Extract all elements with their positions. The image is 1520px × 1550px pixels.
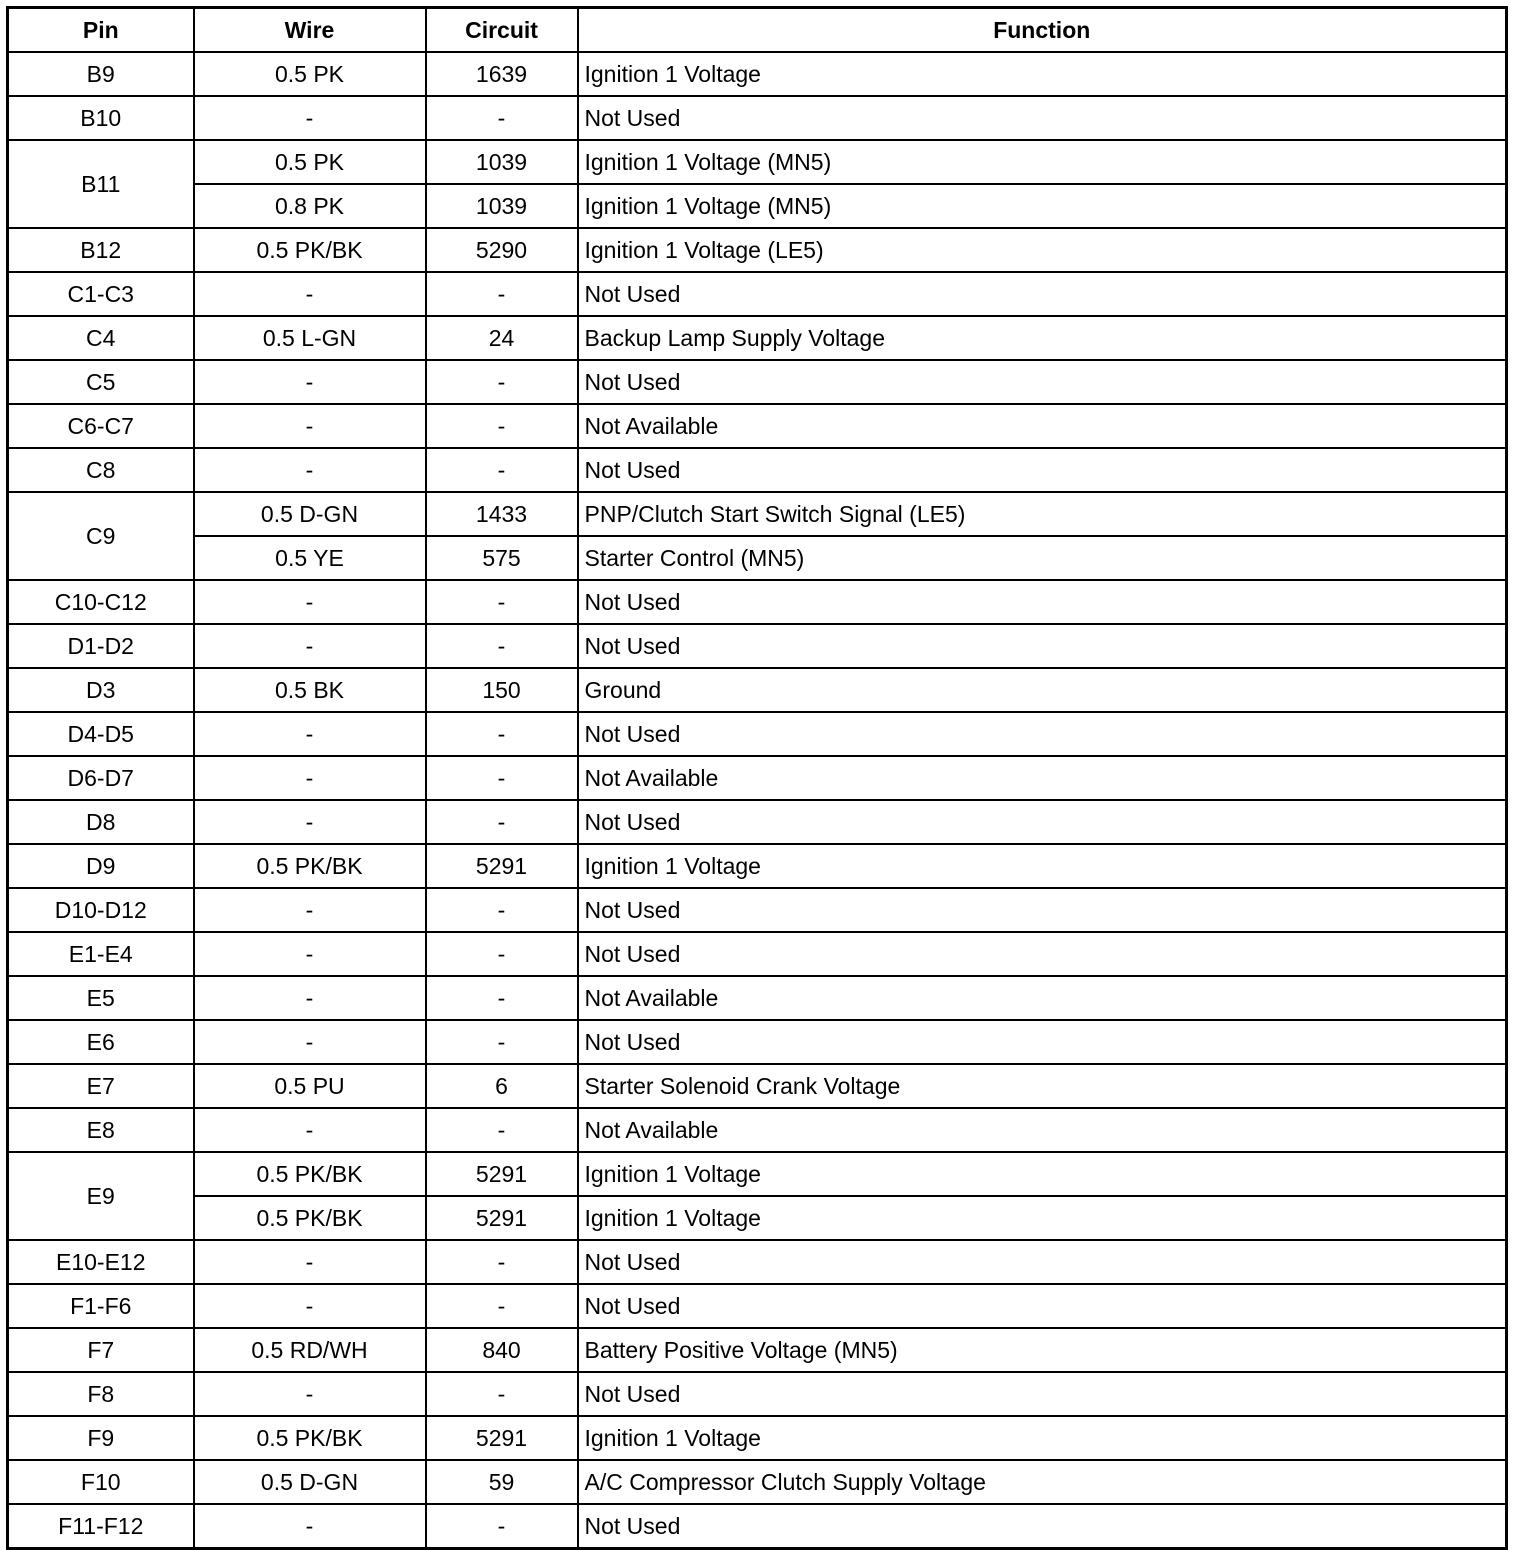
circuit-cell: - (426, 1284, 578, 1328)
header-wire: Wire (194, 8, 426, 53)
function-cell: Not Used (578, 580, 1507, 624)
pin-cell: D3 (8, 668, 194, 712)
wire-cell: 0.8 PK (194, 184, 426, 228)
pin-cell: D6-D7 (8, 756, 194, 800)
table-row (8, 888, 1507, 932)
pin-cell: C5 (8, 360, 194, 404)
circuit-cell: - (426, 1372, 578, 1416)
header-pin: Pin (8, 8, 194, 53)
function-cell: Ignition 1 Voltage (578, 1196, 1507, 1240)
wire-cell: - (194, 800, 426, 844)
table-row (8, 976, 1507, 1020)
table-row (8, 536, 1507, 580)
pin-cell: C9 (8, 492, 194, 580)
table-row (8, 624, 1507, 668)
circuit-cell: - (426, 800, 578, 844)
table-row (8, 932, 1507, 976)
circuit-cell: - (426, 1108, 578, 1152)
table-row (8, 580, 1507, 624)
circuit-cell: - (426, 888, 578, 932)
function-cell: Not Used (578, 1372, 1507, 1416)
circuit-cell: - (426, 404, 578, 448)
table-row (8, 1152, 1507, 1196)
circuit-cell: - (426, 976, 578, 1020)
circuit-cell: 6 (426, 1064, 578, 1108)
function-cell: Ignition 1 Voltage (578, 1152, 1507, 1196)
function-cell: Ignition 1 Voltage (MN5) (578, 184, 1507, 228)
header-function: Function (578, 8, 1507, 53)
function-cell: Not Used (578, 888, 1507, 932)
function-cell: Starter Control (MN5) (578, 536, 1507, 580)
wire-cell: - (194, 1284, 426, 1328)
table-header (8, 8, 1507, 53)
circuit-cell: - (426, 448, 578, 492)
circuit-cell: 1039 (426, 184, 578, 228)
function-cell: Not Used (578, 624, 1507, 668)
circuit-cell: - (426, 756, 578, 800)
pin-cell: F9 (8, 1416, 194, 1460)
function-cell: Starter Solenoid Crank Voltage (578, 1064, 1507, 1108)
table-row (8, 448, 1507, 492)
circuit-cell: - (426, 272, 578, 316)
circuit-cell: - (426, 712, 578, 756)
table-row (8, 668, 1507, 712)
wire-cell: - (194, 1020, 426, 1064)
table-row (8, 712, 1507, 756)
function-cell: Ignition 1 Voltage (578, 844, 1507, 888)
pin-cell: F10 (8, 1460, 194, 1504)
function-cell: Not Used (578, 1284, 1507, 1328)
table-row (8, 844, 1507, 888)
pin-cell: E7 (8, 1064, 194, 1108)
wire-cell: - (194, 404, 426, 448)
table-row (8, 184, 1507, 228)
wire-cell: - (194, 1108, 426, 1152)
function-cell: Ignition 1 Voltage (LE5) (578, 228, 1507, 272)
circuit-cell: - (426, 932, 578, 976)
circuit-cell: - (426, 1020, 578, 1064)
function-cell: Not Used (578, 272, 1507, 316)
wire-cell: 0.5 PU (194, 1064, 426, 1108)
wire-cell: - (194, 756, 426, 800)
function-cell: Not Available (578, 976, 1507, 1020)
pin-cell: F11-F12 (8, 1504, 194, 1549)
circuit-cell: 5291 (426, 1416, 578, 1460)
header-circuit: Circuit (426, 8, 578, 53)
wire-cell: - (194, 624, 426, 668)
table-row (8, 1372, 1507, 1416)
pin-cell: D8 (8, 800, 194, 844)
pin-cell: D9 (8, 844, 194, 888)
function-cell: Not Used (578, 448, 1507, 492)
table-body (8, 52, 1507, 1549)
wire-cell: 0.5 PK/BK (194, 228, 426, 272)
wire-cell: 0.5 RD/WH (194, 1328, 426, 1372)
function-cell: Not Used (578, 932, 1507, 976)
circuit-cell: 840 (426, 1328, 578, 1372)
function-cell: A/C Compressor Clutch Supply Voltage (578, 1460, 1507, 1504)
table-row (8, 52, 1507, 96)
circuit-cell: 1433 (426, 492, 578, 536)
function-cell: Ignition 1 Voltage (578, 1416, 1507, 1460)
pin-cell: D10-D12 (8, 888, 194, 932)
function-cell: Battery Positive Voltage (MN5) (578, 1328, 1507, 1372)
wire-cell: 0.5 BK (194, 668, 426, 712)
wire-cell: 0.5 D-GN (194, 1460, 426, 1504)
wire-cell: 0.5 D-GN (194, 492, 426, 536)
circuit-cell: 1039 (426, 140, 578, 184)
table-row (8, 228, 1507, 272)
table-row (8, 756, 1507, 800)
pin-cell: C1-C3 (8, 272, 194, 316)
wire-cell: - (194, 360, 426, 404)
circuit-cell: 5290 (426, 228, 578, 272)
wire-cell: - (194, 1372, 426, 1416)
circuit-cell: - (426, 360, 578, 404)
circuit-cell: 24 (426, 316, 578, 360)
circuit-cell: 59 (426, 1460, 578, 1504)
table-row (8, 272, 1507, 316)
function-cell: Not Used (578, 712, 1507, 756)
wire-cell: 0.5 L-GN (194, 316, 426, 360)
wire-cell: - (194, 712, 426, 756)
table-row (8, 1416, 1507, 1460)
wire-cell: 0.5 PK/BK (194, 1196, 426, 1240)
circuit-cell: 5291 (426, 844, 578, 888)
pin-cell: C8 (8, 448, 194, 492)
wire-cell: 0.5 PK (194, 52, 426, 96)
table-row (8, 1020, 1507, 1064)
pin-cell: B10 (8, 96, 194, 140)
pin-cell: E1-E4 (8, 932, 194, 976)
function-cell: Not Available (578, 404, 1507, 448)
wire-cell: - (194, 1240, 426, 1284)
circuit-cell: 575 (426, 536, 578, 580)
wire-cell: - (194, 96, 426, 140)
function-cell: Ground (578, 668, 1507, 712)
function-cell: Not Available (578, 1108, 1507, 1152)
circuit-cell: 150 (426, 668, 578, 712)
function-cell: Not Used (578, 800, 1507, 844)
pin-cell: C4 (8, 316, 194, 360)
table-row (8, 1064, 1507, 1108)
pin-cell: E6 (8, 1020, 194, 1064)
pin-cell: E9 (8, 1152, 194, 1240)
wire-cell: 0.5 PK/BK (194, 844, 426, 888)
function-cell: Not Used (578, 96, 1507, 140)
pin-cell: E5 (8, 976, 194, 1020)
table-row (8, 492, 1507, 536)
circuit-cell: 1639 (426, 52, 578, 96)
pin-cell: B9 (8, 52, 194, 96)
wire-cell: - (194, 580, 426, 624)
table-row (8, 1240, 1507, 1284)
function-cell: Not Used (578, 1504, 1507, 1549)
wire-cell: 0.5 PK/BK (194, 1152, 426, 1196)
function-cell: Not Used (578, 360, 1507, 404)
table-row (8, 140, 1507, 184)
table-row (8, 1328, 1507, 1372)
table-row (8, 1284, 1507, 1328)
table-row (8, 1108, 1507, 1152)
table-row (8, 1196, 1507, 1240)
function-cell: Ignition 1 Voltage (578, 52, 1507, 96)
table-row (8, 1504, 1507, 1549)
table-row (8, 1460, 1507, 1504)
pin-cell: F8 (8, 1372, 194, 1416)
wire-cell: - (194, 976, 426, 1020)
circuit-cell: - (426, 1504, 578, 1549)
table-row (8, 96, 1507, 140)
wire-cell: - (194, 448, 426, 492)
function-cell: Not Used (578, 1240, 1507, 1284)
table-row (8, 316, 1507, 360)
wire-cell: 0.5 PK (194, 140, 426, 184)
function-cell: PNP/Clutch Start Switch Signal (LE5) (578, 492, 1507, 536)
pin-cell: B11 (8, 140, 194, 228)
pin-cell: F1-F6 (8, 1284, 194, 1328)
pin-cell: B12 (8, 228, 194, 272)
circuit-cell: - (426, 624, 578, 668)
wire-cell: 0.5 PK/BK (194, 1416, 426, 1460)
pin-cell: C10-C12 (8, 580, 194, 624)
wire-cell: - (194, 888, 426, 932)
pin-cell: E10-E12 (8, 1240, 194, 1284)
table-row (8, 404, 1507, 448)
pin-cell: F7 (8, 1328, 194, 1372)
circuit-cell: 5291 (426, 1152, 578, 1196)
circuit-cell: - (426, 1240, 578, 1284)
pin-cell: D1-D2 (8, 624, 194, 668)
wire-cell: - (194, 1504, 426, 1549)
wire-cell: - (194, 272, 426, 316)
function-cell: Ignition 1 Voltage (MN5) (578, 140, 1507, 184)
function-cell: Not Used (578, 1020, 1507, 1064)
circuit-cell: - (426, 580, 578, 624)
connector-pinout-table (6, 6, 1508, 1550)
pin-cell: E8 (8, 1108, 194, 1152)
wire-cell: - (194, 932, 426, 976)
circuit-cell: 5291 (426, 1196, 578, 1240)
circuit-cell: - (426, 96, 578, 140)
pin-cell: D4-D5 (8, 712, 194, 756)
table-row (8, 800, 1507, 844)
table-row (8, 360, 1507, 404)
header-row (8, 8, 1507, 53)
function-cell: Backup Lamp Supply Voltage (578, 316, 1507, 360)
wire-cell: 0.5 YE (194, 536, 426, 580)
function-cell: Not Available (578, 756, 1507, 800)
pin-cell: C6-C7 (8, 404, 194, 448)
